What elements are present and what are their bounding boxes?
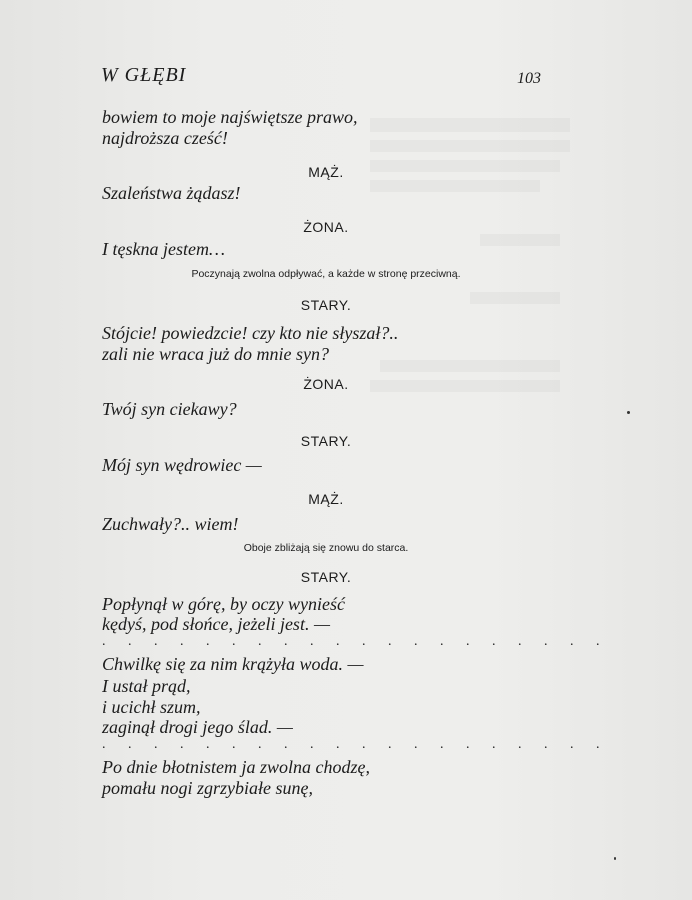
speaker-heading: ŻONA. bbox=[303, 376, 349, 392]
verse-line: Zuchwały?.. wiem! bbox=[102, 514, 239, 534]
stage-direction: Poczynają zwolna odpływać, a każde w stronę przeciwną. bbox=[191, 268, 461, 280]
verse-line: i ucichł szum, bbox=[102, 697, 201, 717]
show-through-4 bbox=[370, 180, 540, 192]
speaker-heading: STARY. bbox=[300, 297, 352, 313]
verse-line: I ustał prąd, bbox=[102, 676, 191, 696]
running-header: W GŁĘBI bbox=[101, 64, 187, 86]
speaker-heading: MĄŻ. bbox=[308, 491, 344, 507]
speaker-heading: STARY. bbox=[300, 569, 352, 585]
verse-line: Twój syn ciekawy? bbox=[102, 399, 237, 419]
verse-line: Popłynął w górę, by oczy wynieść bbox=[102, 594, 345, 614]
verse-line: zaginął drogi jego ślad. — bbox=[102, 717, 293, 737]
verse-line: pomału nogi zgrzybiałe sunę, bbox=[102, 778, 313, 798]
verse-line: Mój syn wędrowiec — bbox=[102, 455, 262, 475]
speaker-heading: ŻONA. bbox=[303, 219, 349, 235]
verse-line: kędyś, pod słońce, jeżeli jest. — bbox=[102, 614, 330, 634]
page-number: 103 bbox=[517, 70, 541, 87]
verse-line: Chwilkę się za nim krążyła woda. — bbox=[102, 654, 364, 674]
show-through-2 bbox=[370, 140, 570, 152]
paper-speck bbox=[627, 411, 630, 414]
verse-line: bowiem to moje najświętsze prawo, bbox=[102, 107, 358, 127]
speaker-heading: STARY. bbox=[300, 433, 352, 449]
stage-direction: Oboje zbliżają się znowu do starca. bbox=[243, 542, 409, 554]
verse-line: Szaleństwa żądasz! bbox=[102, 183, 241, 203]
verse-line: Stójcie! powiedzcie! czy kto nie słyszał?.. bbox=[102, 323, 399, 343]
show-through-1 bbox=[370, 118, 570, 132]
show-through-5 bbox=[480, 234, 560, 246]
paper-speck bbox=[614, 857, 616, 860]
verse-line: Po dnie błotnistem ja zwolna chodzę, bbox=[102, 757, 370, 777]
ellipsis-row: . . . . . . . . . . . . . . . . . . . . bbox=[102, 634, 609, 649]
verse-line: najdroższa cześć! bbox=[102, 128, 228, 148]
speaker-heading: MĄŻ. bbox=[308, 164, 344, 180]
verse-line: I tęskna jestem… bbox=[102, 239, 225, 259]
ellipsis-row: . . . . . . . . . . . . . . . . . . . . bbox=[102, 737, 609, 752]
show-through-7 bbox=[380, 360, 560, 372]
verse-line: zali nie wraca już do mnie syn? bbox=[102, 344, 329, 364]
